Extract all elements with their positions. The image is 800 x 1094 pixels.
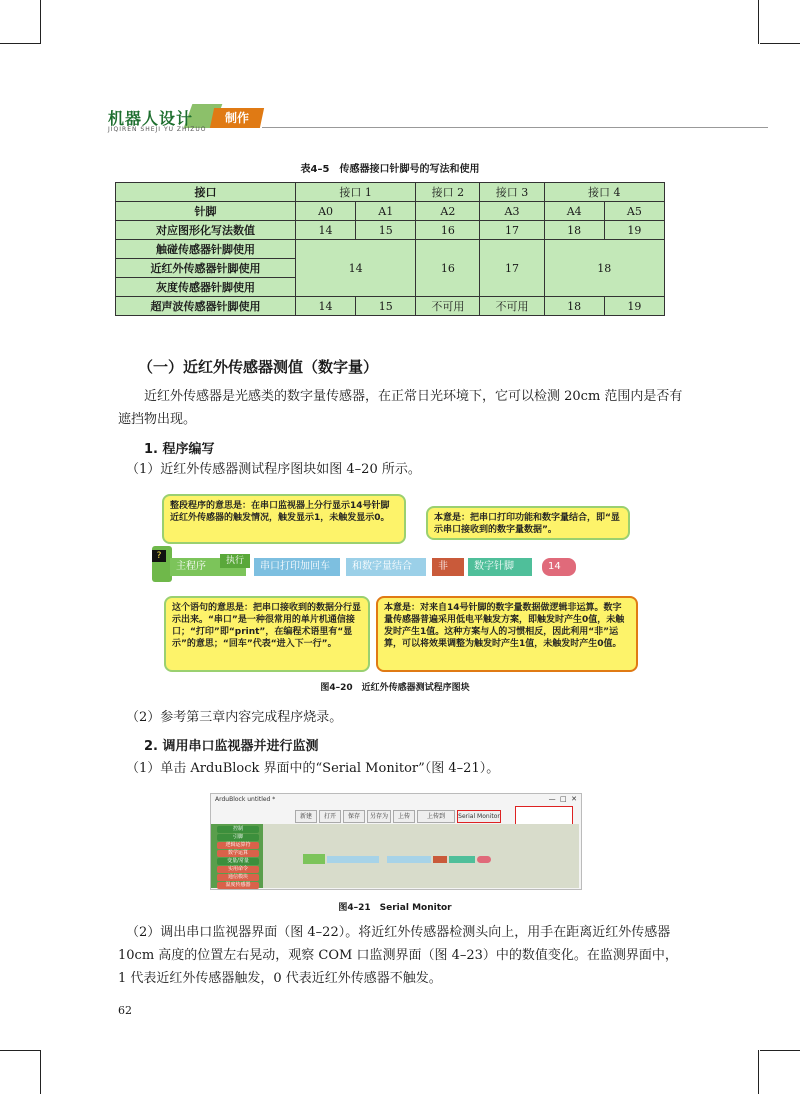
crop-mark [758, 0, 759, 44]
table-row [116, 297, 665, 316]
table-cell: 不可用 [480, 297, 544, 316]
table-cell: 接口 3 [480, 183, 544, 202]
book-title: 机器人设计 [108, 109, 194, 128]
table-row [116, 240, 665, 259]
toolbar-saveas-button[interactable]: 另存为 [367, 810, 391, 823]
table-cell: 接口 2 [416, 183, 480, 202]
table-cell: 接口 4 [544, 183, 664, 202]
table-row [116, 202, 665, 221]
table-row [116, 221, 665, 240]
sidebar-item-temp[interactable]: 温度传感器 [217, 882, 259, 889]
table-cell: 17 [480, 221, 544, 240]
note-bottom-left: 这个语句的意思是：把串口接收到的数据分行显示出来。“串口”是一种很常用的单片机通信接口；“打印”即“print”，在编程术语里有“显示”的意思；“回车”代表“进入下一行”。 [164, 596, 370, 672]
mini-block-not [433, 856, 447, 863]
step1-item1: （1）近红外传感器测试程序图块如图 4–20 所示。 [126, 462, 421, 477]
table-cell: A1 [356, 202, 416, 221]
table-cell: A4 [544, 202, 604, 221]
sidebar-item-logic[interactable]: 逻辑运算符 [217, 842, 259, 849]
crop-mark [760, 43, 800, 44]
figure-4-20-caption: 图4–20 近红外传感器测试程序图块 [320, 683, 470, 693]
table-caption: 表4–5 传感器接口针脚号的写法和使用 [300, 164, 480, 175]
note-top-right: 本意是：把串口打印功能和数字量结合，即“显示串口接收到的数字量数据”。 [426, 506, 630, 540]
crop-mark [40, 1050, 41, 1094]
table-cell: 14 [295, 297, 355, 316]
table-cell: 18 [544, 221, 604, 240]
book-title-pinyin: JIQIREN SHEJI YU ZHIZUO [108, 126, 207, 133]
step2-item1: （1）单击 ArduBlock 界面中的“Serial Monitor”（图 4–21）。 [126, 761, 500, 776]
table-cell: 超声波传感器针脚使用 [116, 297, 296, 316]
window-controls: — □ ✕ [548, 795, 577, 803]
table-cell: 接口 1 [295, 183, 415, 202]
note-bottom-right: 本意是：对来自14号针脚的数字量数据做逻辑非运算。数字量传感器普遍采用低电平触发方案，即触发时产生0值，未触发时产生1值。这种方案与人的习惯相反，因此利用“非”运算，可以将效果调整为触发时产生1值，未触发时产生0值。 [376, 596, 638, 672]
step2-item2: （2）调出串口监视器界面（图 4–22）。将近红外传感器检测头向上，用手在距离近红外传感器 10cm 高度的位置左右晃动，观察 COM 口监测界面（图 4–23）中的数值变化。在监测界面中，1 代表近红外传感器触发，0 代表近红外传感器不触发。 [118, 925, 678, 986]
table-cell: 18 [544, 240, 664, 297]
sidebar-item-control[interactable]: 控制 [217, 826, 259, 833]
table-cell: 接口 [116, 183, 296, 202]
crop-mark [760, 1050, 800, 1051]
intro-paragraph: 近红外传感器是光感类的数字量传感器，在正常日光环境下，它可以检测 20cm 范围内是否有遮挡物出现。 [118, 389, 683, 427]
crop-mark [0, 1050, 40, 1051]
step2-heading: 2. 调用串口监视器并进行监测 [144, 739, 319, 754]
mini-block-pin-value [477, 856, 491, 863]
block-pin-value: 14 [542, 558, 576, 576]
block-not: 非 [432, 558, 464, 576]
ardublock-window [210, 793, 582, 890]
header-rule [262, 127, 768, 128]
block-main: 主程序 [170, 558, 246, 576]
table-cell: 16 [416, 221, 480, 240]
block-exec: 执行 [220, 554, 250, 568]
table-cell: A0 [295, 202, 355, 221]
block-digital: 和数字量结合 [346, 558, 426, 576]
sensor-pin-table [115, 182, 665, 316]
crop-mark [40, 0, 41, 44]
sidebar-item-pins[interactable]: 引脚 [217, 834, 259, 841]
header-tag [210, 108, 264, 128]
sidebar-item-math[interactable]: 数学运算 [217, 850, 259, 857]
table-cell: 触碰传感器针脚使用 [116, 240, 296, 259]
table-cell: 14 [295, 240, 415, 297]
toolbar-upload-button[interactable]: 上传 [393, 810, 415, 823]
header-tag-label: 制作 [224, 111, 249, 125]
mini-block-serial [327, 856, 379, 863]
table-cell: 19 [604, 221, 664, 240]
table-cell: 14 [295, 221, 355, 240]
sidebar-panel [211, 824, 263, 888]
table-cell: 不可用 [416, 297, 480, 316]
table-cell: A2 [416, 202, 480, 221]
step1-item2: （2）参考第三章内容完成程序烧录。 [126, 710, 343, 725]
page-number: 62 [118, 1004, 132, 1017]
table-cell: 灰度传感器针脚使用 [116, 278, 296, 297]
table-cell: 18 [544, 297, 604, 316]
toolbar-serial-monitor-button[interactable]: Serial Monitor [457, 810, 501, 823]
table-cell: 针脚 [116, 202, 296, 221]
mini-block-digital [387, 856, 431, 863]
toolbar-upload-arduino-button[interactable]: 上传到 [417, 810, 455, 823]
note-top-left: 整段程序的意思是：在串口监视器上分行显示14号针脚近红外传感器的触发情况，触发显示1，未触发显示0。 [162, 494, 406, 544]
table-cell: 15 [356, 221, 416, 240]
section-title: （一）近红外传感器测值（数字量） [138, 358, 379, 376]
crop-mark [0, 43, 40, 44]
table-cell: A5 [604, 202, 664, 221]
sidebar-item-utilities[interactable]: 实用命令 [217, 866, 259, 873]
toolbar-new-button[interactable]: 新建 [295, 810, 317, 823]
block-pin: 数字针脚 [468, 558, 532, 576]
toolbar-save-button[interactable]: 保存 [343, 810, 365, 823]
figure-4-20 [150, 490, 640, 676]
figure-4-21-caption: 图4–21 Serial Monitor [338, 903, 452, 913]
mini-block-main [303, 854, 325, 864]
block-serial: 串口打印加回车 [254, 558, 340, 576]
sidebar-item-comm[interactable]: 通信模块 [217, 874, 259, 881]
sidebar-item-variables[interactable]: 变量/常量 [217, 858, 259, 865]
table-cell: 19 [604, 297, 664, 316]
table-cell: A3 [480, 202, 544, 221]
toolbar-open-button[interactable]: 打开 [319, 810, 341, 823]
help-icon: ? [152, 550, 166, 562]
table-cell: 16 [416, 240, 480, 297]
window-title: ArduBlock untitled * [215, 796, 276, 803]
step1-heading: 1. 程序编写 [144, 442, 215, 457]
table-row [116, 183, 665, 202]
table-cell: 17 [480, 240, 544, 297]
crop-mark [758, 1050, 759, 1094]
table-cell: 15 [356, 297, 416, 316]
table-cell: 近红外传感器针脚使用 [116, 259, 296, 278]
mini-block-pin [449, 856, 475, 863]
table-cell: 对应图形化写法数值 [116, 221, 296, 240]
